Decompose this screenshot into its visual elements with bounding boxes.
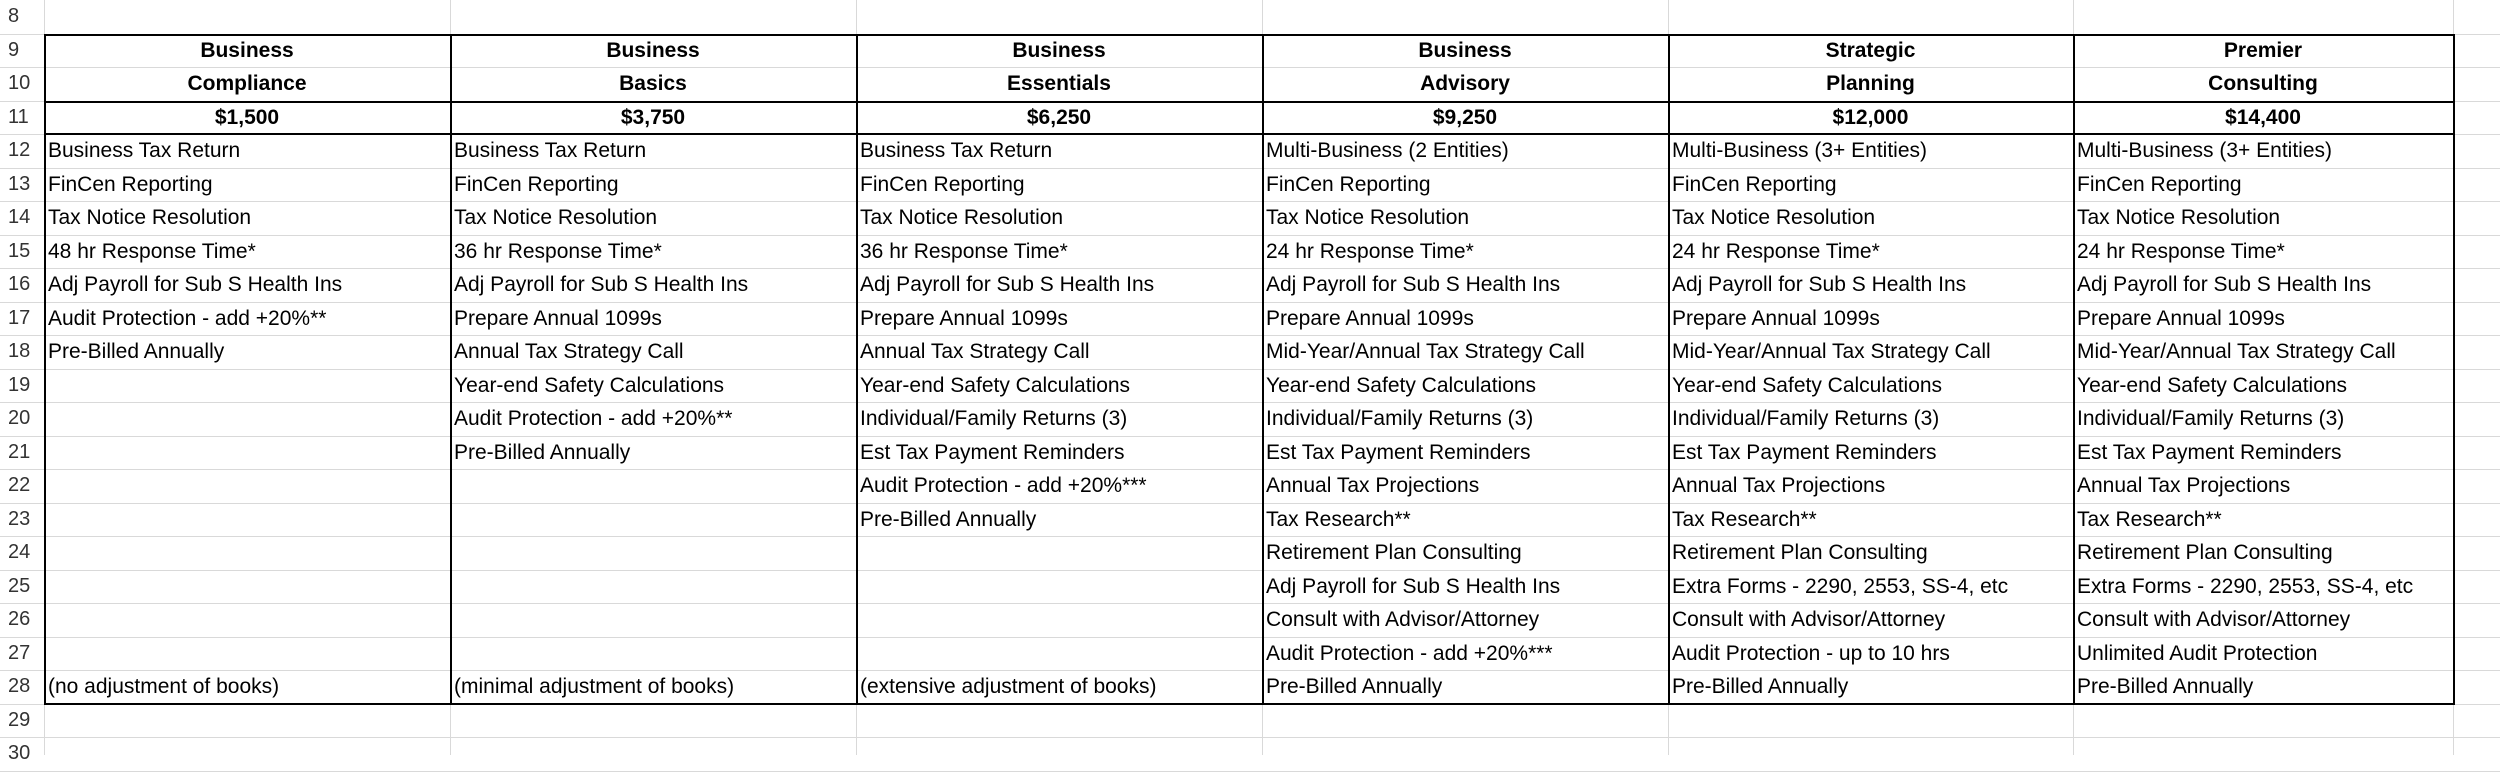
- row-header[interactable]: 21: [8, 440, 31, 463]
- plan-feature-cell[interactable]: Audit Protection - add +20%***: [860, 474, 1147, 497]
- plan-feature-cell[interactable]: Est Tax Payment Reminders: [860, 440, 1125, 464]
- plan-feature-cell[interactable]: Business Tax Return: [48, 139, 241, 162]
- price-row-bottom-border: [44, 133, 450, 135]
- row-header[interactable]: 10: [8, 72, 31, 94]
- plan-title-line1[interactable]: Premier: [2223, 38, 2303, 62]
- price-row-bottom-border: [856, 133, 1262, 135]
- plan-title-line2[interactable]: Planning: [1826, 72, 1915, 95]
- row-header[interactable]: 19: [8, 373, 31, 396]
- row-header[interactable]: 15: [8, 239, 31, 262]
- plan-title-line1[interactable]: Business: [1418, 38, 1512, 62]
- plan-feature-cell[interactable]: 24 hr Response Time*: [1266, 239, 1474, 263]
- price-row-bottom-border: [2073, 133, 2453, 135]
- price-row-top-border: [44, 101, 450, 103]
- plan-feature-cell[interactable]: Consult with Advisor/Attorney: [1672, 608, 1946, 631]
- plan-feature-cell[interactable]: Mid-Year/Annual Tax Strategy Call: [2077, 340, 2396, 363]
- plan-feature-cell[interactable]: Extra Forms - 2290, 2553, SS-4, etc: [1672, 574, 2009, 598]
- plan-feature-cell[interactable]: FinCen Reporting: [2077, 172, 2242, 196]
- plan-feature-cell[interactable]: Multi-Business (2 Entities): [1266, 139, 1509, 162]
- row-header[interactable]: 17: [8, 306, 31, 329]
- plan-feature-cell[interactable]: Tax Notice Resolution: [48, 206, 252, 229]
- plan-feature-cell[interactable]: FinCen Reporting: [860, 172, 1025, 196]
- row-header[interactable]: 30: [8, 742, 31, 764]
- row-header[interactable]: 12: [8, 139, 31, 161]
- plan-feature-cell[interactable]: Tax Research**: [2077, 507, 2222, 531]
- plan-feature-cell[interactable]: Year-end Safety Calculations: [2077, 373, 2348, 397]
- plan-title-line2[interactable]: Advisory: [1420, 72, 1510, 95]
- plan-feature-cell[interactable]: FinCen Reporting: [1266, 172, 1431, 196]
- plan-feature-cell[interactable]: Tax Research**: [1672, 507, 1817, 531]
- row-header[interactable]: 18: [8, 340, 31, 362]
- plan-feature-cell[interactable]: Retirement Plan Consulting: [1672, 541, 1928, 564]
- plan-feature-cell[interactable]: 36 hr Response Time*: [454, 239, 662, 263]
- plan-feature-cell[interactable]: Prepare Annual 1099s: [2077, 306, 2285, 330]
- plan-feature-cell[interactable]: Individual/Family Returns (3): [2077, 407, 2345, 430]
- plan-feature-cell[interactable]: Year-end Safety Calculations: [860, 373, 1131, 397]
- plan-price[interactable]: $1,500: [214, 105, 280, 129]
- plan-feature-cell[interactable]: Tax Notice Resolution: [860, 206, 1064, 229]
- plan-feature-cell[interactable]: Tax Notice Resolution: [1672, 206, 1876, 229]
- plan-feature-cell[interactable]: 48 hr Response Time*: [48, 239, 256, 263]
- plan-feature-cell[interactable]: Adj Payroll for Sub S Health Ins: [2077, 273, 2372, 296]
- plan-feature-cell[interactable]: Consult with Advisor/Attorney: [2077, 608, 2351, 631]
- plan-title-line1[interactable]: Business: [200, 38, 294, 62]
- row-header[interactable]: 28: [8, 675, 31, 697]
- plan-feature-cell[interactable]: Prepare Annual 1099s: [1672, 306, 1880, 330]
- plan-feature-cell[interactable]: Prepare Annual 1099s: [454, 306, 662, 330]
- plan-feature-cell[interactable]: Adj Payroll for Sub S Health Ins: [48, 273, 343, 296]
- plan-price[interactable]: $3,750: [620, 105, 686, 129]
- plan-title-line2[interactable]: Consulting: [2208, 72, 2318, 95]
- plan-title-line2[interactable]: Compliance: [187, 72, 307, 95]
- plan-feature-cell[interactable]: Multi-Business (3+ Entities): [2077, 139, 2333, 162]
- row-header[interactable]: 16: [8, 273, 31, 295]
- plan-price[interactable]: $14,400: [2225, 105, 2301, 129]
- plan-feature-cell[interactable]: Individual/Family Returns (3): [1672, 407, 1940, 430]
- plan-feature-cell[interactable]: Individual/Family Returns (3): [1266, 407, 1534, 430]
- price-row-top-border: [1262, 101, 1668, 103]
- plan-feature-cell[interactable]: Adj Payroll for Sub S Health Ins: [1266, 273, 1561, 296]
- plan-feature-cell[interactable]: Pre-Billed Annually: [48, 340, 225, 363]
- plan-price[interactable]: $9,250: [1432, 105, 1498, 129]
- plan-feature-cell[interactable]: Mid-Year/Annual Tax Strategy Call: [1672, 340, 1991, 363]
- plan-feature-cell[interactable]: Pre-Billed Annually: [2077, 675, 2254, 698]
- plan-feature-cell[interactable]: Tax Notice Resolution: [1266, 206, 1470, 229]
- plan-feature-cell[interactable]: FinCen Reporting: [1672, 172, 1837, 196]
- plan-feature-cell[interactable]: FinCen Reporting: [48, 172, 213, 196]
- plan-feature-cell[interactable]: Unlimited Audit Protection: [2077, 641, 2318, 665]
- plan-feature-cell[interactable]: Annual Tax Projections: [2077, 474, 2291, 497]
- plan-feature-cell[interactable]: Est Tax Payment Reminders: [1672, 440, 1937, 464]
- row-header[interactable]: 22: [8, 474, 31, 496]
- price-row-bottom-border: [450, 133, 856, 135]
- plan-feature-cell[interactable]: Adj Payroll for Sub S Health Ins: [1266, 574, 1561, 598]
- plan-feature-cell[interactable]: Individual/Family Returns (3): [860, 407, 1128, 430]
- plan-feature-cell[interactable]: Extra Forms - 2290, 2553, SS-4, etc: [2077, 574, 2414, 598]
- plan-feature-cell[interactable]: Annual Tax Projections: [1672, 474, 1886, 497]
- plan-price[interactable]: $6,250: [1026, 105, 1092, 129]
- plan-feature-cell[interactable]: Audit Protection - add +20%**: [48, 306, 327, 330]
- price-row-top-border: [856, 101, 1262, 103]
- plan-title-line1[interactable]: Strategic: [1825, 38, 1916, 62]
- plan-feature-cell[interactable]: Audit Protection - up to 10 hrs: [1672, 641, 1950, 665]
- plan-feature-cell[interactable]: Pre-Billed Annually: [1266, 675, 1443, 698]
- plan-feature-cell[interactable]: Est Tax Payment Reminders: [1266, 440, 1531, 464]
- price-row-bottom-border: [1262, 133, 1668, 135]
- plan-feature-cell[interactable]: Mid-Year/Annual Tax Strategy Call: [1266, 340, 1585, 363]
- plan-feature-cell[interactable]: Annual Tax Projections: [1266, 474, 1480, 497]
- plan-title-line2[interactable]: Basics: [619, 72, 687, 95]
- plan-feature-cell[interactable]: (no adjustment of books): [48, 675, 280, 698]
- price-row-top-border: [450, 101, 856, 103]
- plan-feature-cell[interactable]: Consult with Advisor/Attorney: [1266, 608, 1540, 631]
- plan-feature-cell[interactable]: FinCen Reporting: [454, 172, 619, 196]
- plan-title-line1[interactable]: Business: [1012, 38, 1106, 62]
- plan-feature-cell[interactable]: 36 hr Response Time*: [860, 239, 1068, 263]
- plan-feature-cell[interactable]: 24 hr Response Time*: [2077, 239, 2285, 263]
- plan-feature-cell[interactable]: Audit Protection - add +20%***: [1266, 641, 1553, 665]
- plan-feature-cell[interactable]: Multi-Business (3+ Entities): [1672, 139, 1928, 162]
- plan-feature-cell[interactable]: Tax Research**: [1266, 507, 1411, 531]
- price-row-top-border: [2073, 101, 2453, 103]
- row-header[interactable]: 24: [8, 541, 31, 563]
- row-header[interactable]: 11: [8, 105, 29, 128]
- plan-feature-cell[interactable]: Business Tax Return: [454, 139, 647, 162]
- plan-title-line1[interactable]: Business: [606, 38, 700, 62]
- plan-feature-cell[interactable]: Year-end Safety Calculations: [1266, 373, 1537, 397]
- plan-feature-cell[interactable]: 24 hr Response Time*: [1672, 239, 1880, 263]
- plan-feature-cell[interactable]: Audit Protection - add +20%**: [454, 407, 733, 430]
- plan-feature-cell[interactable]: Est Tax Payment Reminders: [2077, 440, 2342, 464]
- plan-feature-cell[interactable]: Adj Payroll for Sub S Health Ins: [454, 273, 749, 296]
- plan-feature-cell[interactable]: Business Tax Return: [860, 139, 1053, 162]
- plan-feature-cell[interactable]: Year-end Safety Calculations: [1672, 373, 1943, 397]
- grid-row-line: [0, 771, 2500, 772]
- plan-feature-cell[interactable]: Year-end Safety Calculations: [454, 373, 725, 397]
- price-row-top-border: [1668, 101, 2073, 103]
- plan-feature-cell[interactable]: Tax Notice Resolution: [2077, 206, 2281, 229]
- row-header[interactable]: 13: [8, 172, 31, 195]
- grid-row-line: [0, 737, 2500, 738]
- plan-feature-cell[interactable]: Pre-Billed Annually: [1672, 675, 1849, 698]
- plan-feature-cell[interactable]: Retirement Plan Consulting: [1266, 541, 1522, 564]
- plan-feature-cell[interactable]: (minimal adjustment of books): [454, 675, 735, 698]
- plan-feature-cell[interactable]: Retirement Plan Consulting: [2077, 541, 2333, 564]
- row-header[interactable]: 25: [8, 574, 31, 597]
- plan-feature-cell[interactable]: Pre-Billed Annually: [454, 440, 631, 464]
- price-row-bottom-border: [1668, 133, 2073, 135]
- row-header[interactable]: 9: [8, 38, 20, 61]
- plan-feature-cell[interactable]: Adj Payroll for Sub S Health Ins: [860, 273, 1155, 296]
- plan-price[interactable]: $12,000: [1832, 105, 1909, 129]
- row-header[interactable]: 29: [8, 708, 31, 731]
- plan-feature-cell[interactable]: Annual Tax Strategy Call: [860, 340, 1090, 363]
- plan-title-line2[interactable]: Essentials: [1007, 72, 1111, 95]
- row-header[interactable]: 23: [8, 507, 31, 530]
- plan-feature-cell[interactable]: Annual Tax Strategy Call: [454, 340, 684, 363]
- row-header[interactable]: 8: [8, 5, 20, 27]
- plan-feature-cell[interactable]: Pre-Billed Annually: [860, 507, 1037, 531]
- plan-feature-cell[interactable]: Tax Notice Resolution: [454, 206, 658, 229]
- row-header[interactable]: 14: [8, 206, 31, 228]
- plan-feature-cell[interactable]: Adj Payroll for Sub S Health Ins: [1672, 273, 1967, 296]
- row-header[interactable]: 20: [8, 407, 31, 429]
- plan-feature-cell[interactable]: (extensive adjustment of books): [860, 675, 1157, 698]
- row-header[interactable]: 27: [8, 641, 31, 664]
- row-header[interactable]: 26: [8, 608, 31, 630]
- plan-feature-cell[interactable]: Prepare Annual 1099s: [860, 306, 1068, 330]
- plan-feature-cell[interactable]: Prepare Annual 1099s: [1266, 306, 1474, 330]
